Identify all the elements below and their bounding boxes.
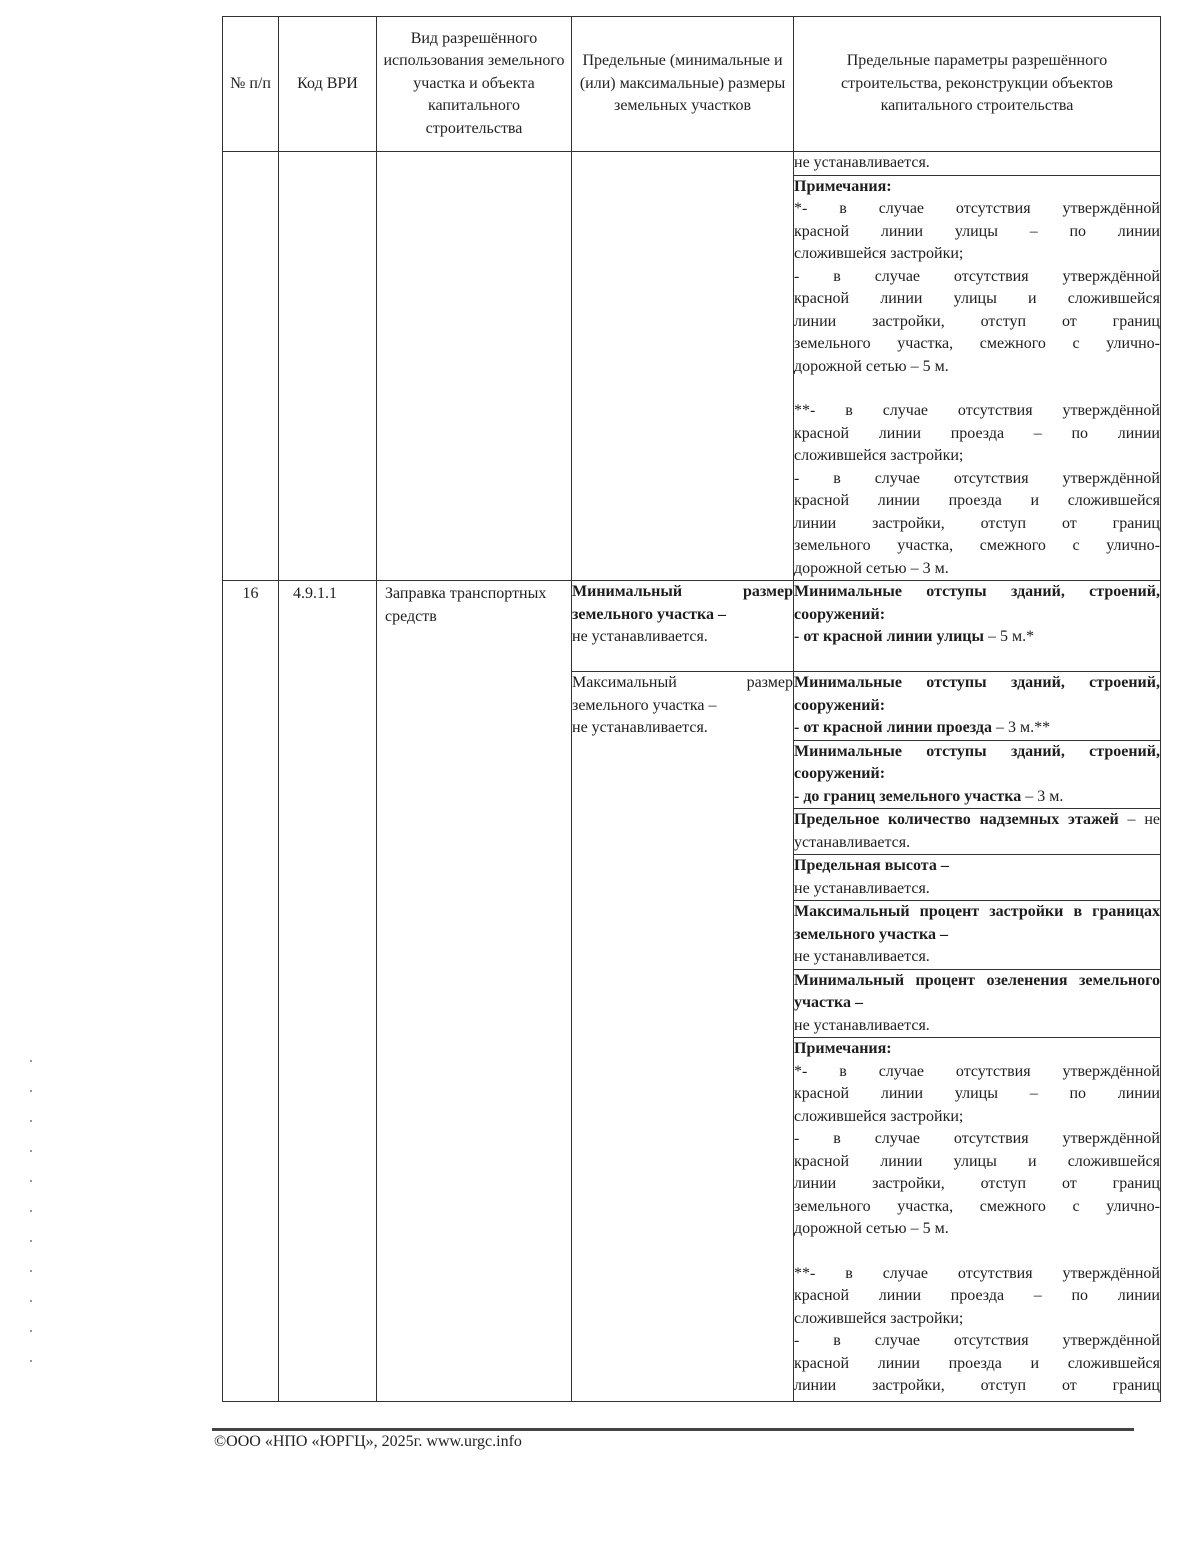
note-line: сложившейся застройки; bbox=[794, 1309, 964, 1327]
cont-param-tail: не устанавливается. bbox=[794, 152, 1161, 176]
note-line: красной линии улицы и сложившейся bbox=[794, 290, 1160, 307]
note-line: земельного участка, смежного с улично- bbox=[794, 537, 1160, 554]
note-line: красной линии проезда – по линии bbox=[794, 424, 1160, 442]
header-vri: Вид разрешённого использования земельного участка и объекта капитального строительства bbox=[377, 17, 572, 152]
footer-copyright: ©ООО «НПО «ЮРГЦ», 2025г. www.urgc.info bbox=[214, 1433, 522, 1450]
note-line: дорожной сетью – 5 м. bbox=[794, 357, 949, 375]
row16-param-green-percent: Минимальный процент озеленения земельного участка – не устанавливается. bbox=[794, 969, 1161, 1038]
note-line: - в случае отсутствия утверждённой bbox=[794, 267, 1160, 285]
row16-max-size-cell: Максимальный размер земельного участка – не устанавливается. bbox=[572, 672, 794, 1402]
note-line: красной линии улицы и сложившейся bbox=[794, 1152, 1160, 1170]
note-line: земельного участка, смежного с улично- bbox=[794, 1197, 1160, 1215]
row16-param-offsets-driveway: Минимальные отступы зданий, строений, сооружений: - от красной линии проезда – 3 м.** bbox=[794, 672, 1161, 741]
cont-notes-cell bbox=[794, 175, 1161, 581]
row16-notes-cell bbox=[794, 1038, 1161, 1402]
row16-param-offsets-boundary: Минимальные отступы зданий, строений, сооружений: - до границ земельного участка – 3 м. bbox=[794, 740, 1161, 809]
note-line: сложившейся застройки; bbox=[794, 447, 964, 464]
header-num: № п/п bbox=[223, 17, 279, 152]
row16-min-size-cell: Минимальный размер земельного участка – не устанавливается. bbox=[572, 581, 794, 672]
cont-num-cell bbox=[223, 152, 279, 581]
scan-margin-dots bbox=[30, 1060, 36, 1420]
row16-param-build-percent: Максимальный процент застройки в границах земельного участка – не устанавливается. bbox=[794, 901, 1161, 970]
note-line: красной линии улицы – по линии bbox=[794, 1085, 1160, 1102]
note-line: - в случае отсутствия утверждённой bbox=[794, 1130, 1160, 1147]
note-line: земельного участка, смежного с улично- bbox=[794, 335, 1160, 352]
note-line: сложившейся застройки; bbox=[794, 245, 964, 262]
row16-vri-cell: Заправка транспортных средств bbox=[377, 581, 572, 1402]
footer-rule bbox=[212, 1428, 1134, 1431]
cont-sizes-cell bbox=[572, 152, 794, 581]
note-line: красной линии улицы – по линии bbox=[794, 222, 1160, 240]
header-params: Предельные параметры разрешённого строительства, реконструкции объектов капитального строительства bbox=[794, 17, 1161, 152]
table-row-continued-tail bbox=[223, 152, 1161, 176]
note-line: красной линии проезда и сложившейся bbox=[794, 492, 1160, 509]
cont-code-cell bbox=[279, 152, 377, 581]
cont-vri-cell bbox=[377, 152, 572, 581]
note-line: красной линии проезда – по линии bbox=[794, 1287, 1160, 1304]
row16-param-height: Предельная высота – не устанавливается. bbox=[794, 855, 1161, 901]
cont-notes-title: Примечания: bbox=[794, 177, 892, 195]
note-line: сложившейся застройки; bbox=[794, 1107, 964, 1125]
table-row-16-a bbox=[223, 581, 1161, 672]
note-line: - в случае отсутствия утверждённой bbox=[794, 469, 1160, 487]
row16-num-cell: 16 bbox=[223, 581, 279, 1402]
zoning-table bbox=[222, 16, 1161, 1402]
note-line: *- в случае отсутствия утверждённой bbox=[794, 200, 1160, 217]
table-header-row bbox=[223, 17, 1161, 152]
note-line: линии застройки, отступ от границ bbox=[794, 1377, 1160, 1394]
note-line: *- в случае отсутствия утверждённой bbox=[794, 1062, 1160, 1080]
note-line: красной линии проезда и сложившейся bbox=[794, 1354, 1160, 1372]
note-line: **- в случае отсутствия утверждённой bbox=[794, 1264, 1160, 1282]
note-line: - в случае отсутствия утверждённой bbox=[794, 1332, 1160, 1349]
header-code: Код ВРИ bbox=[279, 17, 377, 152]
row16-param-offsets-street: Минимальные отступы зданий, строений, сооружений: - от красной линии улицы – 5 м.* bbox=[794, 581, 1161, 672]
row16-param-floors: Предельное количество надземных этажей – не устанавливается. bbox=[794, 809, 1161, 855]
note-line: **- в случае отсутствия утверждённой bbox=[794, 402, 1160, 419]
note-line: дорожной сетью – 5 м. bbox=[794, 1220, 949, 1237]
note-line: дорожной сетью – 3 м. bbox=[794, 559, 949, 577]
note-line: линии застройки, отступ от границ bbox=[794, 514, 1160, 532]
note-line: линии застройки, отступ от границ bbox=[794, 1175, 1160, 1192]
note-line: линии застройки, отступ от границ bbox=[794, 312, 1160, 330]
row16-notes-title: Примечания: bbox=[794, 1040, 892, 1057]
row16-code-cell: 4.9.1.1 bbox=[279, 581, 377, 1402]
header-sizes: Предельные (минимальные и (или) максимальные) размеры земельных участков bbox=[572, 17, 794, 152]
